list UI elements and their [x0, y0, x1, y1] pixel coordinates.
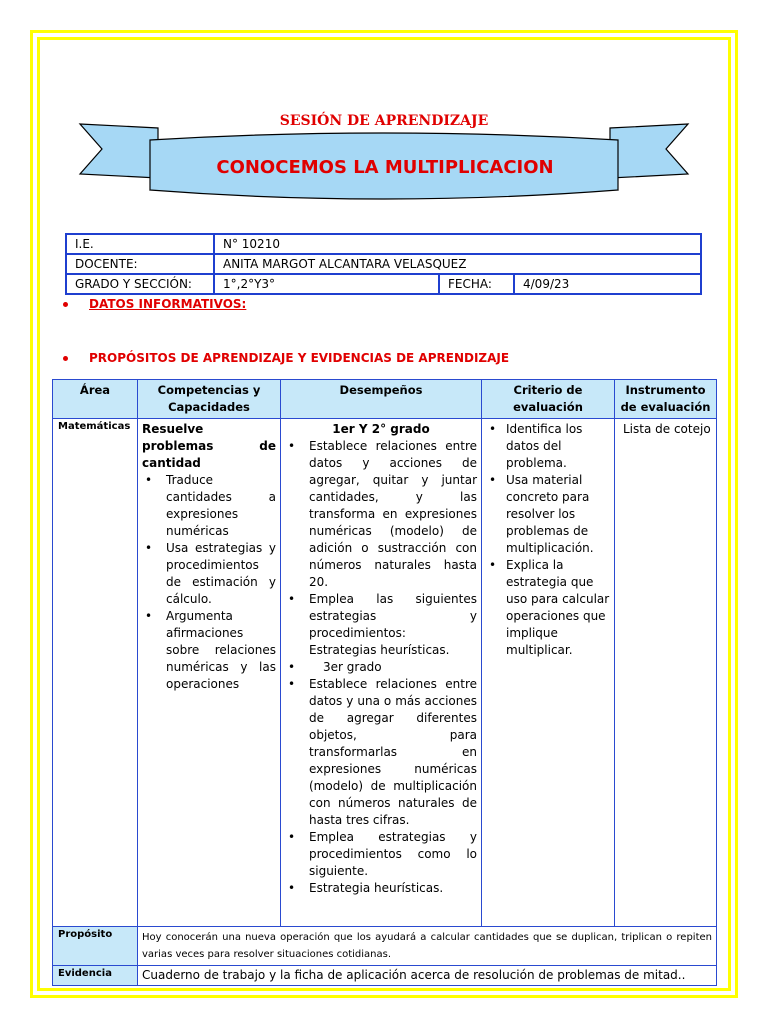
- capacidad-item: • Usa estrategias y procedimientos de estimación y cálculo.: [142, 540, 276, 608]
- grado-3-label: [285, 659, 477, 676]
- section-datos: [63, 297, 246, 311]
- area-cell: Matemáticas: [53, 419, 138, 927]
- bullet-icon: [63, 302, 68, 307]
- header-desempenos: Desempeños: [281, 380, 482, 419]
- evidencia-text: Cuaderno de trabajo y la ficha de aplicación acerca de resolución de problemas de mitad..: [142, 968, 686, 982]
- proposito-label: Propósito: [53, 927, 138, 966]
- header-competencias: Competencias y Capacidades: [138, 380, 281, 419]
- competencia-title: Resuelve problemas de cantidad: [142, 422, 276, 470]
- competencias-cell: [138, 419, 281, 927]
- docente-label: DOCENTE:: [66, 254, 214, 274]
- desempenos-cell: [281, 419, 482, 927]
- ie-label: I.E.: [66, 234, 214, 254]
- header-area: Área: [53, 380, 138, 419]
- grado-value: 1°,2°Y3°: [214, 274, 439, 294]
- evidencia-label: Evidencia: [53, 966, 138, 986]
- criterio-item: • Usa material concreto para resolver los problemas de multiplicación.: [486, 472, 610, 557]
- bullet-icon: [63, 356, 68, 361]
- criterio-item: • Identifica los datos del problema.: [486, 421, 610, 472]
- header-criterio: Criterio de evaluación: [482, 380, 615, 419]
- main-title: CONOCEMOS LA MULTIPLICACION: [216, 157, 554, 178]
- proposito-cell: [138, 927, 717, 966]
- desempeno-item: • Estrategia heurísticas.: [285, 880, 477, 897]
- section-datos-label: DATOS INFORMATIVOS:: [89, 297, 247, 311]
- instrumento-cell: [615, 419, 717, 927]
- evidencia-cell: [138, 966, 717, 986]
- desempeno-item: • Establece relaciones entre datos y acciones de agregar, quitar y juntar cantidades, y las transforma en expresiones numéricas (modelo) de adición o sustracción con números naturales hasta 20.: [285, 438, 477, 591]
- section-propositos-label: PROPÓSITOS DE APRENDIZAJE Y EVIDENCIAS DE APRENDIZAJE: [89, 351, 510, 365]
- grado-12-label: 1er Y 2° grado: [332, 422, 430, 436]
- capacidad-item: • Argumenta afirmaciones sobre relaciones numéricas y las operaciones: [142, 608, 276, 693]
- criterio-item: • Explica la estrategia que uso para calcular operaciones que implique multiplicar.: [486, 557, 610, 659]
- proposito-text: Hoy conocerán una nueva operación que los ayudará a calcular cantidades que se duplican, triplican o repiten varias veces para resolver situaciones cotidianas.: [142, 932, 712, 960]
- capacidad-item: • Traduce cantidades a expresiones numéricas: [142, 472, 276, 540]
- fecha-label: FECHA:: [439, 274, 514, 294]
- desempeno-item: • Emplea las siguientes estrategias y procedimientos: Estrategias heurísticas.: [285, 591, 477, 659]
- criterio-cell: [482, 419, 615, 927]
- docente-value: ANITA MARGOT ALCANTARA VELASQUEZ: [214, 254, 701, 274]
- desempeno-item: • Establece relaciones entre datos y una o más acciones de agregar diferentes objetos, para transformarlas en expresiones numéricas (modelo) de multiplicación con números naturales de hasta tres cifras.: [285, 676, 477, 829]
- fecha-value: 4/09/23: [514, 274, 701, 294]
- info-table: [65, 233, 702, 295]
- grado-label: GRADO Y SECCIÓN:: [66, 274, 214, 294]
- instrumento-text: Lista de cotejo: [623, 422, 711, 436]
- session-title: SESIÓN DE APRENDIZAJE: [279, 113, 489, 129]
- grado-3-text: 3er grado: [323, 660, 382, 674]
- header-instrumento: Instrumento de evaluación: [615, 380, 717, 419]
- purposes-table: [52, 379, 717, 986]
- section-propositos: [63, 351, 509, 365]
- desempeno-item: • Emplea estrategias y procedimientos como lo siguiente.: [285, 829, 477, 880]
- ie-value: N° 10210: [214, 234, 701, 254]
